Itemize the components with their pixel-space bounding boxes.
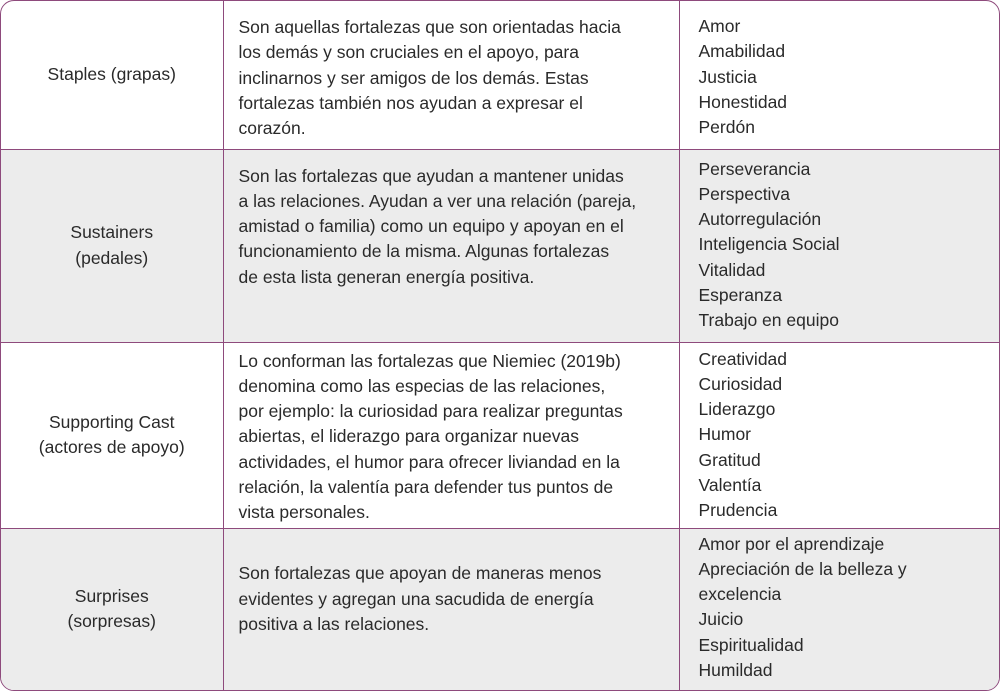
strengths-list-cell: [679, 149, 999, 342]
category-description-cell: [223, 528, 679, 690]
category-name: Surprises: [74, 585, 149, 606]
category-name-translation: (sorpresas): [67, 611, 156, 632]
category-name-translation: (pedales): [75, 247, 149, 268]
strength-item: Liderazgo: [698, 399, 776, 420]
strength-item: Creatividad: [698, 348, 788, 369]
description-line: abiertas, el liderazgo para organizar nuevas: [238, 426, 579, 447]
strength-item: Perspectiva: [698, 183, 790, 204]
description-line: Lo conforman las fortalezas que Niemiec (2019b): [238, 350, 621, 371]
category-name-cell: [1, 149, 223, 342]
description-line: Son aquellas fortalezas que son orientadas hacia: [238, 17, 621, 37]
strength-item: Perseverancia: [698, 158, 811, 179]
category-description-cell: [223, 149, 679, 342]
table-row-sustainers: [1, 149, 999, 342]
strength-item: Perdón: [698, 117, 755, 138]
description-line: fortalezas también nos ayudan a expresar el: [238, 92, 583, 113]
category-name: Sustainers: [70, 222, 154, 243]
description-line: vista personales.: [238, 502, 370, 523]
strength-item: Amabilidad: [698, 41, 786, 62]
description-line: Son fortalezas que apoyan de maneras menos: [238, 563, 602, 584]
strength-item: Humildad: [698, 659, 773, 680]
strengths-list-cell: [679, 528, 999, 690]
strength-item: Amor: [698, 16, 741, 36]
strength-item: Honestidad: [698, 91, 788, 112]
category-name-cell: [1, 1, 223, 149]
category-name: Staples (grapas): [47, 64, 176, 85]
description-line: inclinarnos y ser amigos de los demás. Estas: [238, 67, 589, 88]
category-description-cell: [223, 342, 679, 528]
description-line: Son las fortalezas que ayudan a mantener unidas: [238, 165, 624, 186]
strength-item: Juicio: [698, 609, 744, 630]
description-line: los demás y son cruciales en el apoyo, para: [238, 42, 579, 63]
category-name: Supporting Cast: [49, 411, 175, 432]
strength-item: excelencia: [698, 584, 782, 605]
strength-item: Prudencia: [698, 500, 778, 521]
strength-item: Valentía: [698, 474, 762, 495]
description-line: funcionamiento de la misma. Algunas fortalezas: [238, 241, 610, 262]
description-line: a las relaciones. Ayudan a ver una relación (pareja,: [238, 190, 637, 211]
category-name-translation: (actores de apoyo): [38, 437, 185, 457]
description-line: actividades, el humor para ofrecer liviandad en la: [238, 451, 620, 472]
description-line: denomina como las especias de las relaciones,: [238, 375, 606, 396]
strength-item: Gratitud: [698, 449, 761, 470]
strength-item: Inteligencia Social: [698, 234, 840, 255]
strength-item: Autorregulación: [698, 209, 822, 230]
strength-item: Trabajo en equipo: [698, 310, 839, 331]
strength-item: Apreciación de la belleza y: [698, 558, 907, 579]
table-row-staples: [1, 1, 999, 149]
description-line: amistad o familia) como un equipo y apoyan en el: [238, 216, 624, 237]
category-description-cell: [223, 1, 679, 149]
strengths-table-grid: [1, 1, 999, 690]
strength-item: Espiritualidad: [698, 634, 804, 655]
strength-item: Justicia: [698, 66, 757, 87]
strength-item: Vitalidad: [698, 259, 766, 280]
strength-item: Humor: [698, 424, 752, 445]
table-row-supporting-cast: [1, 342, 999, 528]
category-name-cell: [1, 528, 223, 690]
table-row-surprises: [1, 528, 999, 690]
strength-item: Esperanza: [698, 284, 783, 305]
category-name-cell: [1, 342, 223, 528]
strength-item: Amor por el aprendizaje: [698, 533, 885, 554]
description-line: evidentes y agregan una sacudida de energía: [238, 588, 594, 609]
description-line: positiva a las relaciones.: [238, 613, 430, 634]
description-line: corazón.: [238, 118, 306, 139]
strength-item: Curiosidad: [698, 373, 783, 394]
strengths-list-cell: [679, 342, 999, 528]
description-line: relación, la valentía para defender tus puntos de: [238, 476, 614, 497]
description-line: por ejemplo: la curiosidad para realizar preguntas: [238, 401, 623, 422]
strengths-list-cell: [679, 1, 999, 149]
description-line: de esta lista generan energía positiva.: [238, 266, 535, 287]
